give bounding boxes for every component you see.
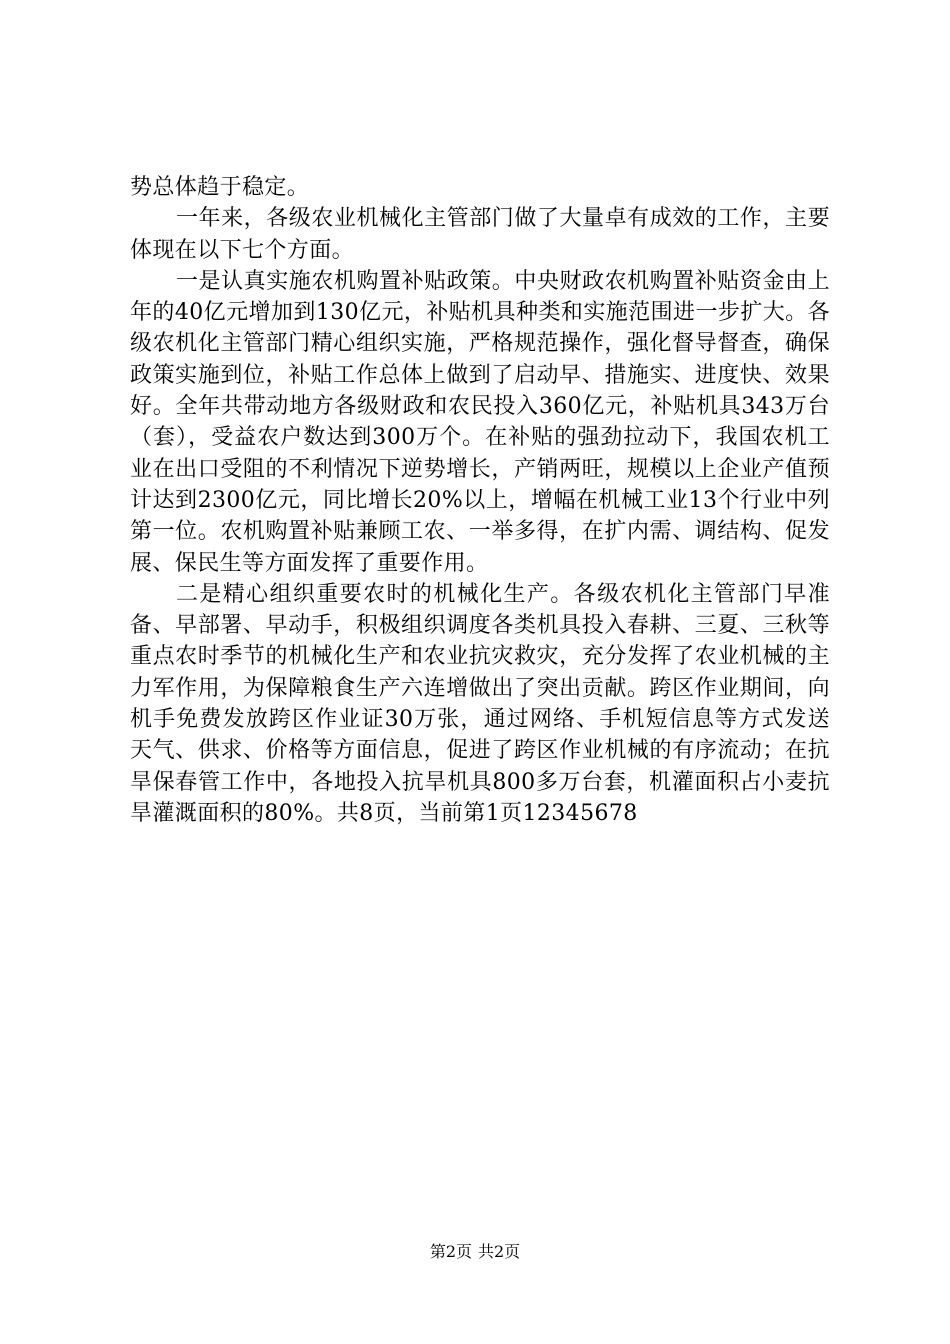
- paragraph-continuation: 势总体趋于稳定。: [130, 175, 310, 200]
- page-number: 第2页: [429, 1242, 472, 1261]
- paragraph-subsidy-policy: 一是认真实施农机购置补贴政策。中央财政农机购置补贴资金由上年的40亿元增加到130亿元，补贴机具种类和实施范围进一步扩大。各级农机化主管部门精心组织实施，严格规范操作，强化督导督查，确保政策实施到位，补贴工作总体上做到了启动早、措施实、进度快、效果好。全年共带动地方各级财政和农民投入360亿元，补贴机具343万台（套），受益农户数达到300万个。在补贴的强劲拉动下，我国农机工业在出口受阻的不利情况下逆势增长，产销两旺，规模以上企业产值预计达到2300亿元，同比增长20%以上，增幅在机械工业13个行业中列第一位。农机购置补贴兼顾工农、一举多得，在扩内需、调结构、促发展、保民生等方面发挥了重要作用。: [130, 268, 830, 576]
- paragraph-mechanized-production: 二是精心组织重要农时的机械化生产。各级农机化主管部门早准备、早部署、早动手，积极组织调度各类机具投入春耕、三夏、三秋等重点农时季节的机械化生产和农业抗灾救灾，充分发挥了农业机械的主力军作用，为保障粮食生产六连增做出了突出贡献。跨区作业期间，向机手免费发放跨区作业证30万张，通过网络、手机短信息等方式发送天气、供求、价格等方面信息，促进了跨区作业机械的有序流动；在抗旱保春管工作中，各地投入抗旱机具800多万台套，机灌面积占小麦抗旱灌溉面积的80%。共8页，当前第1页12345678: [130, 581, 830, 826]
- paragraph-intro: 一年来，各级农业机械化主管部门做了大量卓有成效的工作，主要体现在以下七个方面。: [130, 206, 830, 263]
- document-body: [130, 172, 830, 829]
- page-footer: [0, 1242, 950, 1262]
- page-total: 共2页: [478, 1242, 521, 1261]
